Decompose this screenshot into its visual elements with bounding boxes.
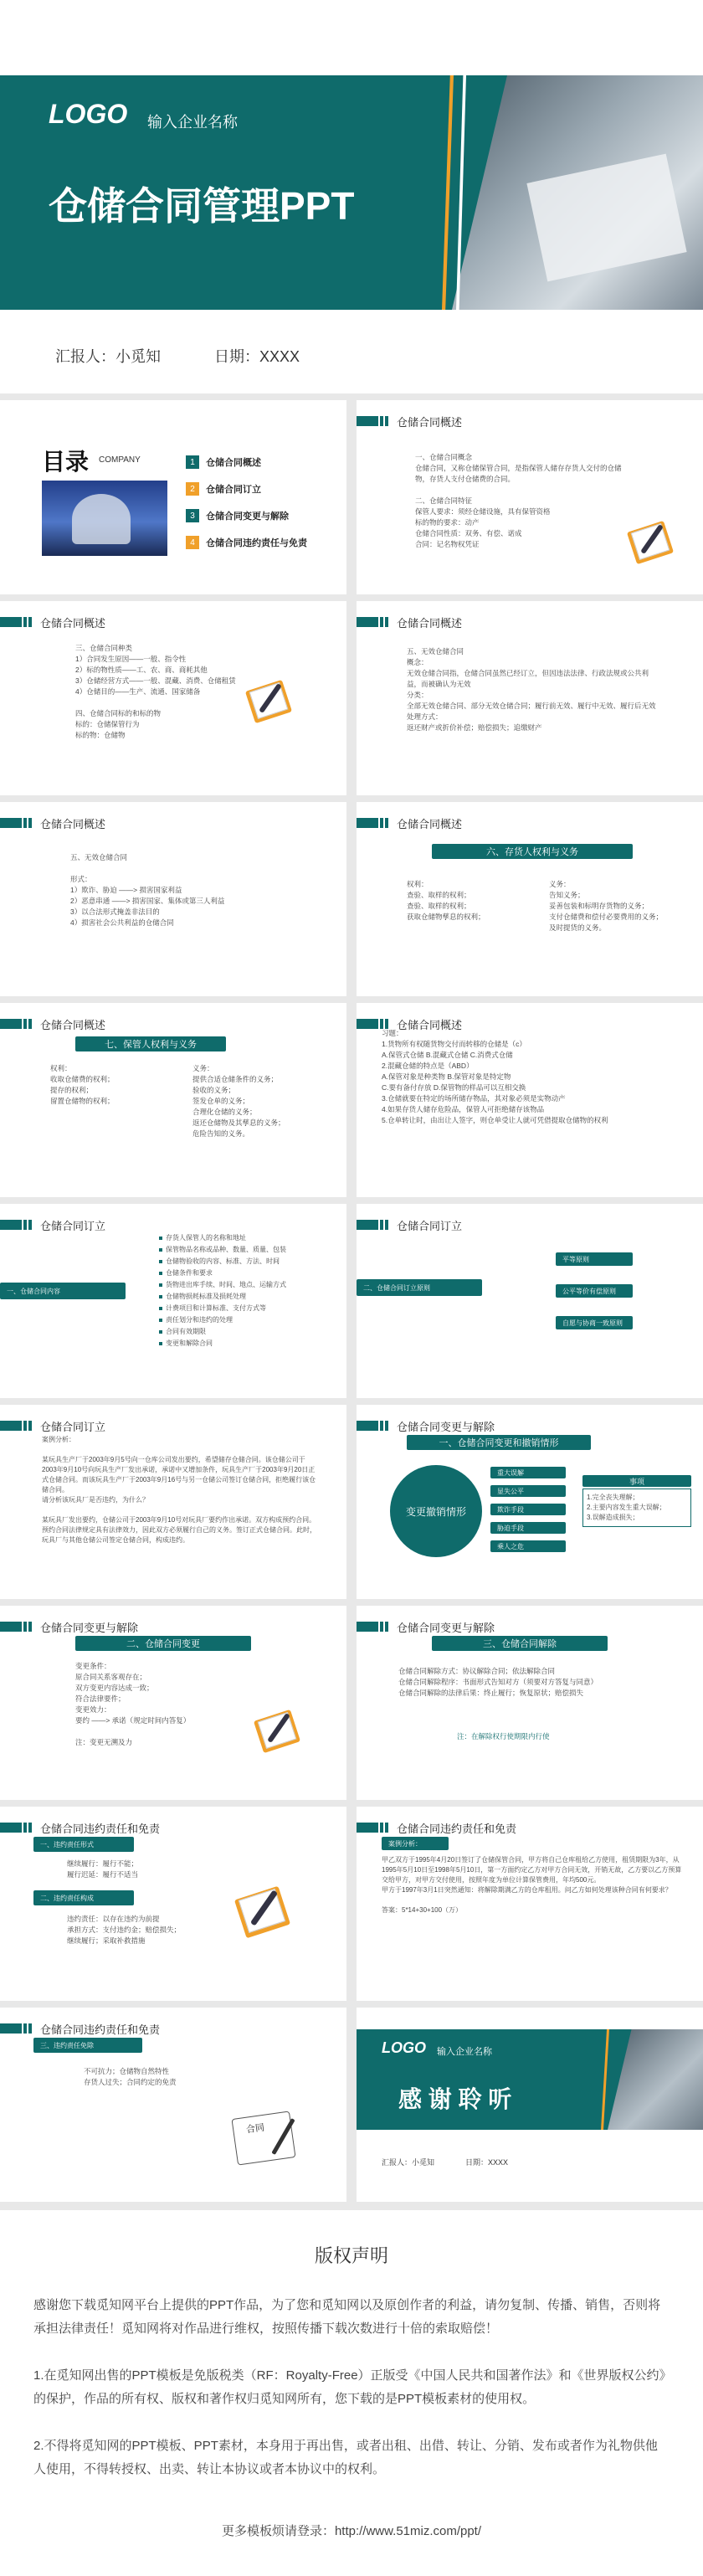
header-bar — [385, 617, 388, 627]
header-bar — [28, 1421, 32, 1431]
slide-header — [357, 1420, 495, 1432]
case-text: 甲乙双方于1995年4月20日签订了仓储保管合同，甲方将自己仓库租给乙方使用，租赁期限为3年，从1995年5月10日至1998年5月10日，第一方面约定乙方对甲方合同无效，开销无故，乙方要以乙方预算交给甲方，对甲方交付使用，按照年度为单位计算保管费用，年均500元。 甲方于1997年3月1日突然通知：将解除期满乙方的仓库租用。问乙方如何处理该种合同有何要求？ 答案：5*14+30+100（万） — [382, 1856, 682, 1914]
note-text: 注：在解除权行使期限内行使 — [457, 1732, 550, 1740]
content-list-item: 存货人保管人的名称和地址 — [159, 1232, 335, 1244]
slide-title: 仓储合同违约责任和免责 — [397, 1822, 517, 1835]
header-bars — [357, 818, 388, 828]
header-bar — [357, 1220, 378, 1230]
bullet-dot — [159, 1295, 162, 1298]
header-bar — [0, 1220, 22, 1230]
center-circle: 变更撤销情形 — [390, 1465, 482, 1557]
slide-header — [357, 1219, 462, 1231]
header-bars — [0, 1019, 32, 1029]
header-bar — [28, 2023, 32, 2034]
end-date: 日期：XXXX — [465, 2158, 509, 2167]
situation-bar: 欺诈手段 — [490, 1504, 566, 1515]
copyright-p1: 感谢您下载觅知网平台上提供的PPT作品，为了您和觅知网以及原创作者的利益，请勿复制、传播、销售，否则将承担法律责任！觅知网将对作品进行维权，按照传播下载次数进行十倍的索取赔偿！ — [33, 2298, 661, 2336]
header-bar — [23, 1019, 27, 1029]
toc-item-label: 仓储合同概述 — [206, 458, 261, 468]
slide-text: 五、无效仓储合同 概念： 无效仓储合同指，仓储合同虽然已经订立，但因违法法律、行政法规或公共利益，而被确认为无效 分类： 全部无效仓储合同、部分无效仓储合同；履行前无效、履行中无效、履行后无效 处理方式： 返还财产或折价补偿；赔偿损失；追缴财产 — [407, 647, 656, 732]
header-bars — [357, 1220, 388, 1230]
header-bar — [0, 1019, 22, 1029]
exercise-text: 习题： 1.货物所有权随货物交付而转移的仓储是（c） A.保管式仓储 B.混藏式仓储 C.消费式仓储 2.混藏仓储的特点是（ABD） A.保管对象是种类物 B.保管对象是特定物 C.要有备付存放 D.保管物的样品可以互相交换 3.仓储就要在特定的场所储存物品，其对象必须是实物动产 4.如果存货人储存危险品，保管人可拒绝储存该物品 5.仓单转让时，由出让人签字，则仓单受让人就可凭借提取仓储物的权利 — [382, 1029, 608, 1124]
header-bar — [0, 1622, 22, 1632]
slide-1 — [357, 400, 703, 594]
header-bar — [23, 617, 27, 627]
header-bar — [385, 416, 388, 426]
bullet-dot — [159, 1330, 162, 1334]
slide-title: 仓储合同概述 — [397, 1018, 463, 1031]
slide-title: 仓储合同订立 — [397, 1219, 463, 1232]
toc-item-number: 4 — [186, 536, 199, 549]
slide-text: 三、仓储合同种类 1）合同发生原因——一般、指令性 2）标的物性质——工、农、商、商耗其他 3）仓储经营方式——一般、混藏、消费、仓储租赁 4）仓储目的——生产、流通、国家储备 四、仓储合同标的和标的物 标的：仓储保管行为 标的物：仓储物 — [75, 644, 236, 739]
slide-text: 违约责任：以存在违约为前提 承担方式：支付违约金；赔偿损失； 继续履行；采取补救措施 — [67, 1915, 182, 1945]
header-bar — [380, 1622, 383, 1632]
toc-title: 目录 — [42, 449, 90, 475]
cover-slide — [0, 0, 703, 393]
slide-13 — [357, 1606, 703, 1800]
toc-item — [186, 482, 336, 496]
end-presenter: 汇报人：小觅知 — [382, 2158, 435, 2167]
slide-6 — [0, 1003, 346, 1197]
slide-text: 不可抗力；仓储物自然特性 存货人过失；合同约定的免责 — [84, 2067, 177, 2086]
slide-text: 变更条件： 原合同关系客观存在； 双方变更内容达成一致； 符合法律要件； 变更效力： 要约 ——> 承诺（规定时间内答复） 注：变更无溯及力 — [75, 1662, 191, 1746]
header-bars — [0, 617, 32, 627]
section-banner: 七、保管人权利与义务 — [75, 1036, 226, 1051]
rights-text: 权利： 收取仓储费的权利； 提存的权利； 留置仓储物的权利； — [50, 1064, 115, 1105]
header-bars — [357, 1622, 388, 1632]
slide-title: 仓储合同概述 — [397, 616, 463, 630]
slide-title: 仓储合同订立 — [40, 1219, 106, 1232]
clipboard-illustration — [243, 676, 293, 727]
cover-presenter: 汇报人：小觅知 — [55, 348, 161, 365]
header-bar — [380, 1421, 383, 1431]
slide-header — [0, 817, 105, 829]
content-list-item: 责任划分和违约的处理 — [159, 1314, 335, 1326]
cover-logo: LOGO — [49, 99, 128, 129]
header-bar — [357, 1823, 378, 1833]
slide-title: 仓储合同订立 — [40, 1420, 106, 1433]
bullet-dot — [159, 1237, 162, 1240]
toc-item — [186, 536, 336, 549]
bullet-dot — [159, 1342, 162, 1345]
section-pill: 二、仓储合同订立原则 — [357, 1279, 482, 1296]
slide-10 — [0, 1405, 346, 1599]
slide-header — [0, 1621, 138, 1632]
header-bars — [0, 2023, 32, 2034]
slide-text: 一、仓储合同概念 仓储合同，又称仓储保管合同，是指保管人储存存货人交付的仓储物，存货人支付仓储费的合同。 二、仓储合同特征 保管人要求：须经仓储设施，具有保管资格 标的物的要求：动产 仓储合同性质：双务、有偿、诺成 合同：记名物权凭证 — [415, 453, 622, 548]
header-bar — [23, 1823, 27, 1833]
cover-date: 日期：XXXX — [214, 348, 300, 365]
slide-8 — [0, 1204, 346, 1398]
bullet-dot — [159, 1272, 162, 1275]
bullet-dot — [159, 1319, 162, 1322]
slide-header — [357, 817, 462, 829]
situation-bar: 显失公平 — [490, 1485, 566, 1497]
slide-title: 仓储合同概述 — [40, 616, 106, 630]
slide-title: 仓储合同违约责任和免责 — [40, 2023, 161, 2036]
header-bar — [0, 1421, 22, 1431]
cover-company: 输入企业名称 — [147, 114, 238, 131]
header-bars — [357, 416, 388, 426]
header-bar — [385, 1622, 388, 1632]
copyright-title: 版权声明 — [314, 2245, 388, 2266]
callout-text: 1.完全丧失理解； 2.主要内容发生重大误解； 3.误解造成损失； — [582, 1489, 691, 1527]
case-text: 案例分析： 某玩具生产厂于2003年9月5号向一仓库公司发出要约，希望储存仓储合同。该仓储公司于2003年9月10号向玩具生产厂发出承诺，承诺中又增加条件，玩具生产厂于2003年9月20日正式仓储合同。而该玩具生产厂于2003年9月16号与另一仓储公司签订仓储合同，拒绝履行该仓储合同。 请分析该玩具厂是否违约，为什么？ 某玩具厂发出要约，仓储公司于2003年9月10号对玩具厂要约作出承诺。双方构成预约合同。预约合同法律规定具有法律效力，因此双方必须履行自己的义务。签订正式仓储合同。此时，玩具厂与其他仓储公司签定仓储合同，构成违约。 — [42, 1436, 316, 1544]
header-bar — [357, 617, 378, 627]
section-banner: 三、仓储合同解除 — [432, 1636, 608, 1651]
content-list-item: 仓储物验收的内容、标准、方法、时间 — [159, 1256, 335, 1267]
header-bar — [28, 1019, 32, 1029]
header-bar — [357, 416, 378, 426]
slide-header — [0, 1219, 105, 1231]
slide-header — [0, 1822, 160, 1833]
section-pill: 二、违约责任构成 — [33, 1890, 134, 1905]
principle-bar: 公平等价有偿原则 — [556, 1284, 633, 1298]
content-list-item: 仓储物损耗标准及损耗处理 — [159, 1291, 335, 1303]
header-bar — [0, 2023, 22, 2034]
duties-text: 义务： 提供合适仓储条件的义务； 验收的义务； 签发仓单的义务； 合理化仓储的义务； 返还仓储物及其孳息的义务； 危险告知的义务。 — [192, 1064, 285, 1138]
header-bars — [357, 617, 388, 627]
header-bar — [28, 1220, 32, 1230]
slide-title: 仓储合同概述 — [40, 817, 106, 830]
toc-item — [186, 455, 336, 469]
header-bar — [23, 1622, 27, 1632]
slide-5 — [357, 802, 703, 996]
slide-header — [357, 1621, 495, 1632]
slide-title: 仓储合同变更与解除 — [40, 1621, 139, 1634]
slide-title: 仓储合同概述 — [397, 415, 463, 429]
section-pill: 一、违约责任形式 — [33, 1837, 134, 1852]
slide-title: 仓储合同概述 — [397, 817, 463, 830]
header-bar — [357, 818, 378, 828]
copyright-footer: 更多模板烦请登录：http://www.51miz.com/ppt/ — [221, 2524, 482, 2538]
slide-9 — [357, 1204, 703, 1398]
slide-header — [0, 2023, 160, 2034]
header-bar — [380, 1220, 383, 1230]
header-bar — [357, 1622, 378, 1632]
slide-header — [357, 1822, 516, 1833]
situation-bar: 重大误解 — [490, 1467, 566, 1478]
header-bar — [23, 1220, 27, 1230]
toc-slide — [0, 400, 346, 594]
toc-item-label: 仓储合同订立 — [206, 485, 261, 495]
situation-bar: 胁迫手段 — [490, 1522, 566, 1534]
content-list-item: 变更和解除合同 — [159, 1338, 335, 1350]
slide-header — [0, 1018, 105, 1030]
toc-item-number: 1 — [186, 455, 199, 469]
slide-header — [0, 616, 105, 628]
content-list — [159, 1232, 335, 1350]
header-bars — [0, 1220, 32, 1230]
header-bars — [0, 1622, 32, 1632]
header-bar — [0, 818, 22, 828]
content-list-item: 货物进出库手续、时间、地点、运输方式 — [159, 1279, 335, 1291]
situation-bar: 乘人之危 — [490, 1540, 566, 1552]
header-bar — [385, 1220, 388, 1230]
contract-label: 合同 — [245, 2122, 265, 2136]
toc-item-number: 3 — [186, 509, 199, 522]
contract-paper — [231, 2111, 295, 2165]
header-bar — [357, 1421, 378, 1431]
clipboard-illustration — [231, 1882, 291, 1942]
section-pill: 三、违约责任免除 — [33, 2038, 142, 2053]
section-pill: 一、仓储合同内容 — [0, 1283, 126, 1299]
header-bar — [23, 818, 27, 828]
content-list-item: 仓储条件和要求 — [159, 1267, 335, 1279]
slide-4 — [0, 802, 346, 996]
toc-item — [186, 509, 336, 522]
section-banner: 二、仓储合同变更 — [75, 1636, 251, 1651]
header-bar — [23, 2023, 27, 2034]
header-bar — [28, 617, 32, 627]
slide-14 — [0, 1807, 346, 2001]
end-company: 输入企业名称 — [437, 2047, 492, 2057]
toc-sub: COMPANY — [99, 455, 141, 465]
slide-title: 仓储合同违约责任和免责 — [40, 1822, 161, 1835]
slide-title: 仓储合同变更与解除 — [397, 1621, 495, 1634]
copyright-p2: 1.在觅知网出售的PPT模板是免版税类（RF：Royalty-Free）正版受《中国人民共和国著作法》和《世界版权公约》的保护，作品的所有权、版权和著作权归觅知网所有，您下载的是PPT模板素材的使用权。 — [33, 2368, 666, 2406]
slide-title: 仓储合同概述 — [40, 1018, 106, 1031]
toc-photo-building — [72, 494, 131, 544]
principle-bar: 自愿与协商一致原则 — [556, 1316, 633, 1329]
bullet-dot — [159, 1260, 162, 1263]
header-bar — [385, 818, 388, 828]
header-bars — [0, 1421, 32, 1431]
callout-title: 事项 — [582, 1475, 691, 1487]
duties-text: 义务： 告知义务； 妥善包装和标明存货物的义务； 支付仓储费和偿付必要费用的义务； 及时提货的义务。 — [549, 880, 664, 932]
slide-16 — [0, 2008, 346, 2202]
slide-text: 仓储合同解除方式：协议解除合同；依法解除合同 仓储合同解除程序：书面形式告知对方（须要对方答复与同意） 仓储合同解除的法律后果：终止履行；恢复原状；赔偿损失 — [398, 1667, 598, 1697]
clipboard-illustration — [251, 1706, 301, 1756]
slide-12 — [0, 1606, 346, 1800]
header-bar — [380, 1823, 383, 1833]
header-bar — [0, 1823, 22, 1833]
clipboard-illustration — [624, 517, 675, 568]
slide-11 — [357, 1405, 703, 1599]
end-slide — [357, 2008, 703, 2202]
header-bar — [385, 1823, 388, 1833]
slide-15 — [357, 1807, 703, 2001]
slide-2 — [0, 601, 346, 795]
copyright-p3: 2.不得将觅知网的PPT模板、PPT素材，本身用于再出售，或者出租、出借、转让、分销、发布或者作为礼物供他人使用，不得转授权、出卖、转让本协议或者本协议中的权利。 — [33, 2439, 658, 2476]
content-list-item: 合同有效期限 — [159, 1326, 335, 1338]
slide-header — [0, 1420, 105, 1432]
header-bars — [0, 818, 32, 828]
end-logo: LOGO — [382, 2039, 426, 2056]
header-bars — [357, 1823, 388, 1833]
cover-title: 仓储合同管理PPT — [49, 184, 355, 228]
content-list-item: 保管物品名称或品种、数量、质量、包装 — [159, 1244, 335, 1256]
header-bar — [23, 1421, 27, 1431]
slide-text: 继续履行：履行不能； 履行迟延：履行不适当 — [67, 1859, 139, 1879]
bullet-dot — [159, 1307, 162, 1310]
toc-item-label: 仓储合同变更与解除 — [206, 512, 289, 522]
section-banner: 一、仓储合同变更和撤销情形 — [407, 1435, 591, 1450]
slide-3 — [357, 601, 703, 795]
header-bars — [357, 1421, 388, 1431]
end-thanks: 感 谢 聆 听 — [398, 2086, 512, 2112]
slide-header — [357, 415, 462, 427]
header-bar — [28, 1622, 32, 1632]
slide-title: 仓储合同变更与解除 — [397, 1420, 495, 1433]
content-list-item: 计费项目和计算标准、支付方式等 — [159, 1303, 335, 1314]
header-bar — [380, 818, 383, 828]
header-bar — [380, 617, 383, 627]
toc-item-number: 2 — [186, 482, 199, 496]
rights-text: 权利： 查验、取样的权利； 查验、取样的权利； 获取仓储物孳息的权利； — [407, 880, 485, 921]
toc-item-label: 仓储合同违约责任与免责 — [206, 538, 307, 548]
copyright-section — [0, 2210, 703, 2576]
slide-7 — [357, 1003, 703, 1197]
bullet-dot — [159, 1248, 162, 1252]
contract-illustration — [234, 2108, 301, 2167]
bullet-dot — [159, 1283, 162, 1287]
principle-bar: 平等原则 — [556, 1252, 633, 1266]
section-pill: 案例分析： — [382, 1837, 449, 1850]
header-bar — [28, 1823, 32, 1833]
header-bar — [357, 1019, 378, 1029]
header-bars — [0, 1823, 32, 1833]
header-bar — [380, 416, 383, 426]
toc-list — [186, 455, 336, 563]
slide-text: 五、无效仓储合同 形式： 1）欺诈、胁迫 ——> 损害国家利益 2）恶意串通 ——> 损害国家、集体或第三人利益 3）以合法形式掩盖非法目的 4）损害社会公共利益的仓储合同 — [70, 853, 225, 927]
section-banner: 六、存货人权利与义务 — [432, 844, 633, 859]
slide-header — [357, 616, 462, 628]
header-bar — [28, 818, 32, 828]
header-bar — [0, 617, 22, 627]
header-bar — [385, 1421, 388, 1431]
